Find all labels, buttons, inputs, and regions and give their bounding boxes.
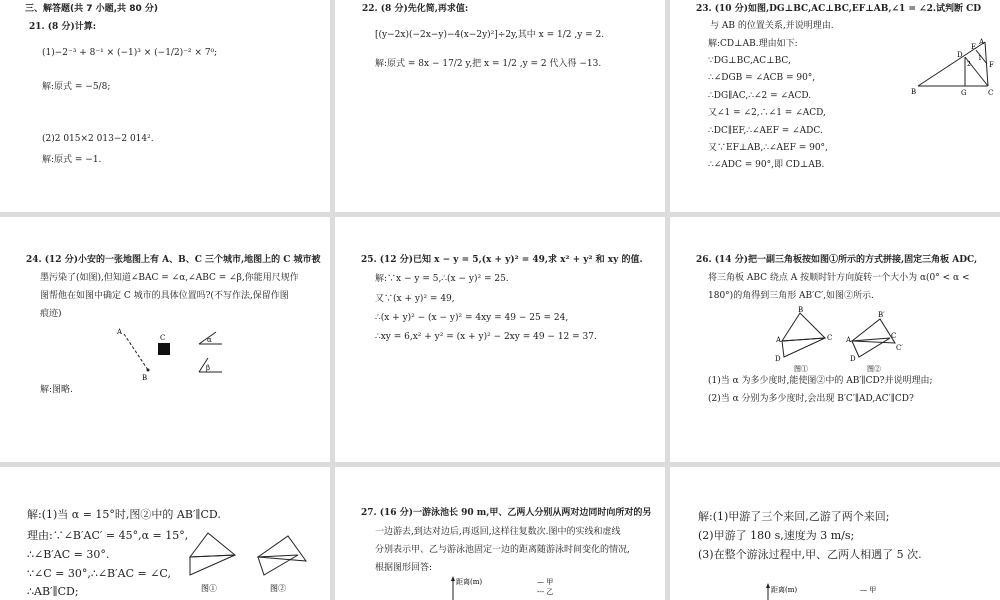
distance-time-graph-solution [760,582,900,600]
question-22-expr: [(y−2x)(−2x−y)−4(x−2y)²]÷2y,其中 x = 1/2 ,y = 2. [375,30,605,40]
solution-line: 又∠1 = ∠2,∴∠1 = ∠ACD, [708,108,826,118]
ink-stain [158,343,170,355]
angle-label-1: 1 [978,55,982,62]
solution-line: ∴DC∥EF,∴∠AEF = ∠ADC. [708,126,823,136]
question-24-line1: 24. (12 分)小安的一张地图上有 A、B、C 三个城市,地图上的 C 城市被 [26,255,321,265]
question-24-line2: 墨污染了(如图),但知道∠BAC = ∠α,∠ABC = ∠β,你能用尺规作 [40,273,299,283]
solution-line: ∴AB′∥CD; [27,585,79,598]
question-25-title: 25. (12 分)已知 x − y = 5,(x + y)² = 49,求 x² + y² 和 xy 的值. [361,255,643,265]
question-23-line1: 23. (10 分)如图,DG⊥BC,AC⊥BC,EF⊥AB,∠1 = ∠2.试判断 CD [696,4,982,14]
question-21-title: 21. (8 分)计算: [29,22,97,32]
solution-line: ∵∠C = 30°,∴∠B′AC = ∠C, [27,567,171,580]
angle-label-2: 2 [967,61,971,68]
question-27-line1: 27. (16 分)一游泳池长 90 m,甲、乙两人分别从两对边同时向所对的另 [361,508,652,518]
map-figure-24 [110,325,240,383]
label-A: A [846,336,852,344]
label-D: D [957,51,963,59]
panel-q24 [0,217,330,462]
section-heading: 三、解答题(共 7 小题,共 80 分) [25,4,158,14]
solution-line: ∴(x + y)² − (x − y)² = 4xy = 49 − 25 = 24, [375,313,569,323]
solution-line: 理由:∵∠B′AC′ = 45°,α = 15°, [27,529,189,542]
label-E: E [971,43,977,51]
triangle-figures-26-solution [178,527,323,597]
solution-line: 又∵EF⊥AB,∴∠AEF = 90°, [708,143,828,153]
angle-beta: β [206,364,211,372]
legend-jia: — 甲 [537,578,554,586]
label-B: B [911,88,917,96]
question-27-line2: 一边游去,到达对边后,再返回,这样往复数次.图中的实线和虚线 [375,527,621,537]
question-26-part2: (2)当 α 分别为多少度时,会出现 B′C′∥AD,AC′∥CD? [708,394,914,404]
solution-line: ∴∠ADC = 90°,即 CD⊥AB. [708,160,825,170]
label-B: B [142,374,148,382]
triangle-figures-26 [770,305,920,373]
solution-line: 又∵(x + y)² = 49, [375,294,455,304]
figure-caption-2: 图② [867,365,881,373]
label-F: F [989,61,994,69]
label-A: A [117,328,123,336]
panel-q26-solution [0,467,330,600]
label-C: C [891,332,897,340]
panel-q22 [335,0,665,212]
panel-q25 [335,217,665,462]
question-21-expr2: (2)2 015×2 013−2 014². [42,134,154,144]
figure-caption-2: 图② [270,584,286,593]
legend-jia: — 甲 [860,586,877,594]
question-27-line4: 根据图形回答: [375,563,433,573]
solution-line: ∵DG⊥BC,AC⊥BC, [708,56,791,66]
label-C-prime: C′ [896,344,903,352]
solution-line: 解:(1)当 α = 15°时,图②中的 AB′∥CD. [27,508,221,521]
panel-q23 [670,0,1000,212]
question-26-line2: 将三角板 ABC 绕点 A 按顺时针方向旋转一个大小为 α(0° < α < [708,273,970,283]
solution-line: ∴DG∥AC,∴∠2 = ∠ACD. [708,91,812,101]
question-21-answer2: 解:原式 = −1. [42,155,102,165]
solution-line: ∴∠B′AC = 30°. [27,548,110,561]
panel-q26 [670,217,1000,462]
question-21-answer1: 解:原式 = −5/8; [42,82,111,92]
panel-q27-solution [670,467,1000,600]
question-24-line4: 痕迹) [40,309,62,319]
label-A: A [776,336,782,344]
label-A: A [979,38,985,46]
question-24-answer: 解:图略. [40,385,73,395]
solution-line: ∴xy = 6,x² + y² = (x + y)² − 2xy = 49 − 12 = 37. [375,332,597,342]
graph-y-label: 距离(m) [456,578,483,586]
figure-caption-1: 图① [794,365,808,373]
question-27-line3: 分别表示甲、乙与游泳池固定一边的距离随游泳时间变化的情况, [375,545,630,555]
question-22-title: 22. (8 分)先化简,再求值: [362,4,469,14]
label-B: B [798,306,804,314]
question-26-line3: 180°)的角得到三角形 AB′C′,如图②所示. [708,291,874,301]
solution-line: 解:∵x − y = 5,∴(x − y)² = 25. [375,274,509,284]
label-G: G [961,89,967,97]
graph-y-label: 距离(m) [771,586,798,594]
question-26-part1: (1)当 α 为多少度时,能使图②中的 AB′∥CD?并说明理由; [708,376,933,386]
solution-line: 解:CD⊥AB.理由如下: [708,39,798,49]
panel-q21 [0,0,330,212]
angle-alpha: α [207,336,212,344]
panel-q27 [335,467,665,600]
legend-yi: --- 乙 [537,588,554,596]
question-26-line1: 26. (14 分)把一副三角板按如图①所示的方式拼接,固定三角板 ADC, [696,255,978,265]
label-B-prime: B′ [878,311,885,319]
question-23-line2: 与 AB 的位置关系,并说明理由. [710,21,834,31]
solution-line: ∴∠DGB = ∠ACB = 90°, [708,73,816,83]
question-24-line3: 图帮他在如图中确定 C 城市的具体位置吗?(不写作法,保留作图 [40,291,289,301]
question-22-answer: 解:原式 = 8x − 17/2 y,把 x = 1/2 ,y = 2 代入得 −13. [375,59,602,69]
solution-line: 解:(1)甲游了三个来回,乙游了两个来回; [698,510,890,523]
solution-line: (3)在整个游泳过程中,甲、乙两人相遇了 5 次. [698,548,922,561]
question-21-expr1: (1)−2⁻³ + 8⁻¹ × (−1)³ × (−1/2)⁻² × 7⁰; [42,48,218,58]
distance-time-graph [445,575,575,600]
label-D: D [775,355,781,363]
solution-line: (2)甲游了 180 s,速度为 3 m/s; [698,529,855,542]
label-C: C [827,334,833,342]
label-C: C [160,334,166,342]
figure-caption-1: 图① [201,584,217,593]
geometry-figure-23 [908,36,998,98]
label-C: C [988,89,994,97]
label-D: D [850,355,856,363]
